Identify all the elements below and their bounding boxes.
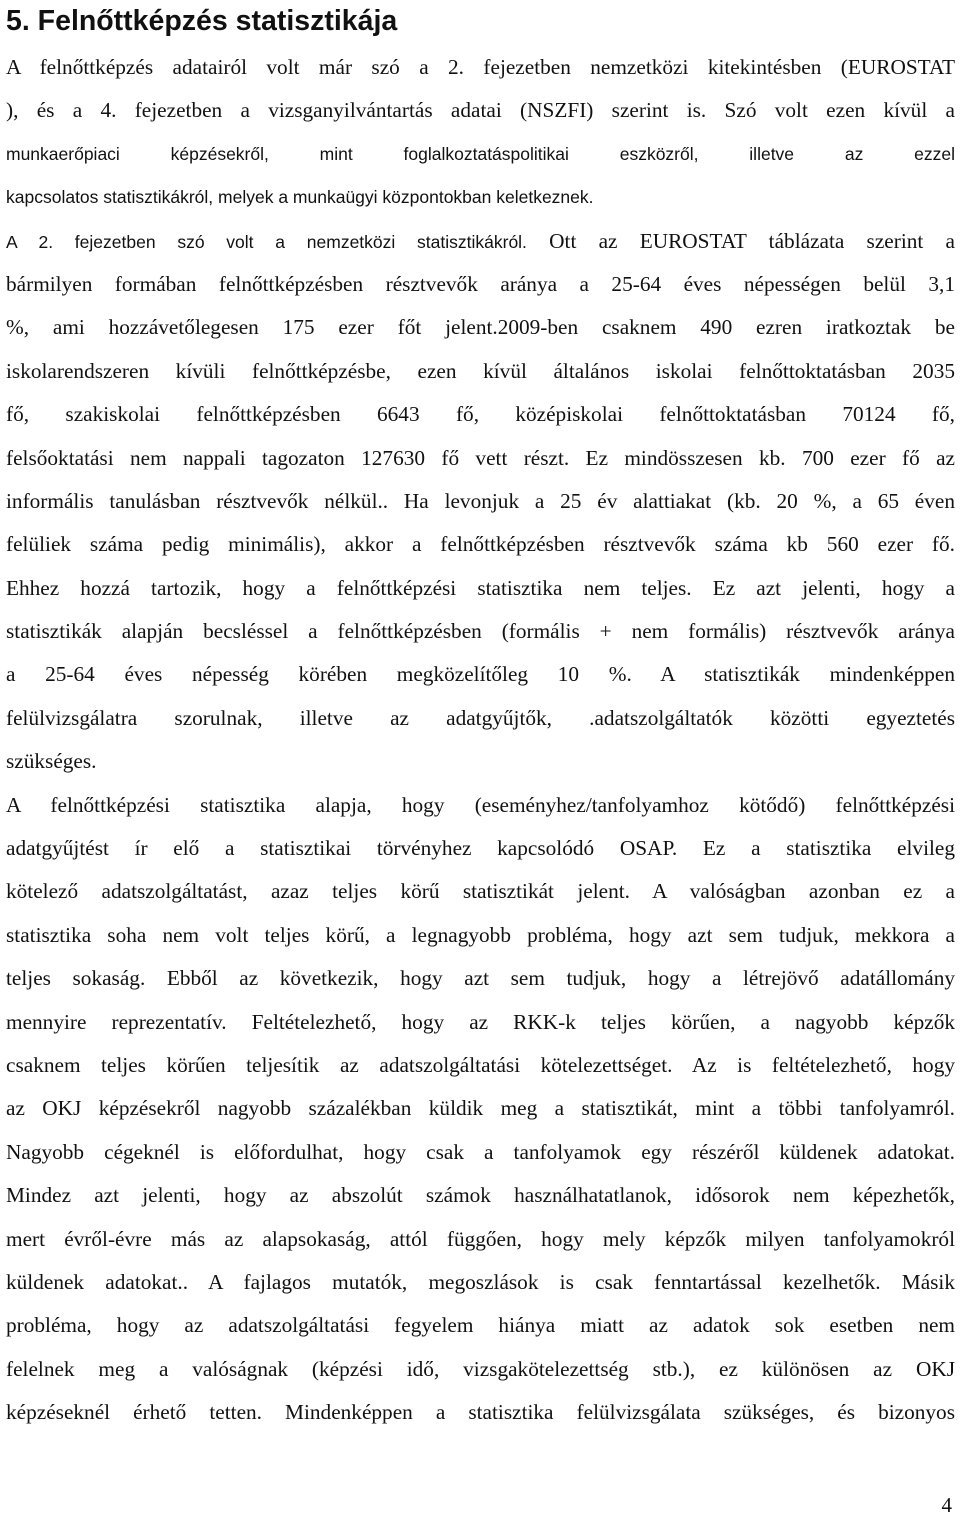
- text-line: statisztikák alapján becsléssel a felnőttképzésben (formális + nem formális) résztvevők aránya: [6, 619, 955, 644]
- text-line: Nagyobb cégeknél is előfordulhat, hogy csak a tanfolyamok egy részéről küldenek adatokat.: [6, 1139, 955, 1164]
- text-line: informális tanulásban résztvevők nélkül.. Ha levonjuk a 25 év alattiakat (kb. 20 %, a 65 éven: [6, 488, 955, 513]
- text-line: teljes sokaság. Ebből az következik, hogy azt sem tudjuk, hogy a létrejövő adatállomány: [6, 966, 955, 991]
- text-line: Ehhez hozzá tartozik, hogy a felnőttképzési statisztika nem teljes. Ez azt jelenti, hogy a: [6, 575, 955, 600]
- text-line: a 25-64 éves népesség körében megközelítőleg 10 %. A statisztikák mindenképpen: [6, 662, 955, 687]
- text-line: iskolarendszeren kívüli felnőttképzésbe, ezen kívül általános iskolai felnőttoktatásban 2035: [6, 358, 955, 383]
- text-line: mennyire reprezentatív. Feltételezhető, hogy az RKK-k teljes körűen, a nagyobb képzők: [6, 1009, 955, 1034]
- section-heading: 5. Felnőttképzés statisztikája: [6, 5, 398, 37]
- text-line: az OKJ képzésekről nagyobb százalékban küldik meg a statisztikát, mint a többi tanfolyamról.: [6, 1096, 955, 1121]
- text-line: csaknem teljes körűen teljesítik az adatszolgáltatási kötelezettséget. Az is feltételezhető, hogy: [6, 1052, 955, 1077]
- text-line: Mindez azt jelenti, hogy az abszolút számok használhatatlanok, idősorok nem képezhetők,: [6, 1183, 955, 1208]
- text-line: képzéseknél érhető tetten. Mindenképpen a statisztika felülvizsgálata szükséges, és bizonyos: [6, 1400, 955, 1425]
- text-run-sans: A 2. fejezetben szó volt a nemzetközi statisztikákról.: [6, 231, 527, 252]
- text-line: %, ami hozzávetőlegesen 175 ezer főt jelent.2009-ben csaknem 490 ezren iratkoztak be: [6, 315, 955, 340]
- text-line: kötelező adatszolgáltatást, azaz teljes körű statisztikát jelent. A valóságban azonban ez a: [6, 879, 955, 904]
- text-line: A felnőttképzés adatairól volt már szó a 2. fejezetben nemzetközi kitekintésben (EUROSTAT: [6, 55, 955, 79]
- text-line: fő, szakiskolai felnőttképzésben 6643 fő, középiskolai felnőttoktatásban 70124 fő,: [6, 402, 955, 427]
- paragraph-methodology: [6, 784, 955, 1435]
- text-line: szükséges.: [6, 749, 97, 774]
- text-line: mert évről-évre más az alapsokaság, attól függően, hogy mely képzők milyen tanfolyamokról: [6, 1226, 955, 1251]
- text-line: felüliek száma pedig minimális), akkor a felnőttképzésben résztvevők száma kb 560 ezer fő.: [6, 532, 955, 557]
- text-line: statisztika soha nem volt teljes körű, a legnagyobb probléma, hogy azt sem tudjuk, mekkora a: [6, 922, 955, 947]
- text-line: [6, 220, 955, 263]
- text-line: küldenek adatokat.. A fajlagos mutatók, megoszlások is csak fenntartással kezelhetők. Másik: [6, 1269, 955, 1294]
- text-line: munkaerőpiaci képzésekről, mint foglalkoztatáspolitikai eszközről, illetve az ezzel: [6, 143, 955, 164]
- text-line: ), és a 4. fejezetben a vizsganyilvántartás adatai (NSZFI) szerint is. Szó volt ezen kívül a: [6, 98, 955, 123]
- text-line: felsőoktatási nem nappali tagozaton 127630 fő vett részt. Ez mindösszesen kb. 700 ezer fő az: [6, 445, 955, 470]
- text-line: felülvizsgálatra szorulnak, illetve az adatgyűjtők, .adatszolgáltatók közötti egyeztetés: [6, 705, 955, 730]
- text-run-serif: Ott az EUROSTAT táblázata szerint a: [526, 228, 955, 253]
- page-number: 4: [941, 1493, 952, 1517]
- paragraph-statistics: [6, 220, 955, 784]
- document-page: [6, 0, 955, 1435]
- text-line: adatgyűjtést ír elő a statisztikai törvényhez kapcsolódó OSAP. Ez a statisztika elvileg: [6, 836, 955, 861]
- text-line: felelnek meg a valóságnak (képzési idő, vizsgakötelezettség stb.), ez különösen az OKJ: [6, 1356, 955, 1381]
- text-line: A felnőttképzési statisztika alapja, hogy (eseményhez/tanfolyamhoz kötődő) felnőttképzési: [6, 792, 955, 817]
- paragraph-intro: [6, 46, 955, 220]
- text-line: probléma, hogy az adatszolgáltatási fegyelem hiánya miatt az adatok sok esetben nem: [6, 1313, 955, 1338]
- text-line: bármilyen formában felnőttképzésben résztvevők aránya a 25-64 éves népességen belül 3,1: [6, 271, 955, 296]
- text-line: kapcsolatos statisztikákról, melyek a munkaügyi központokban keletkeznek.: [6, 187, 594, 208]
